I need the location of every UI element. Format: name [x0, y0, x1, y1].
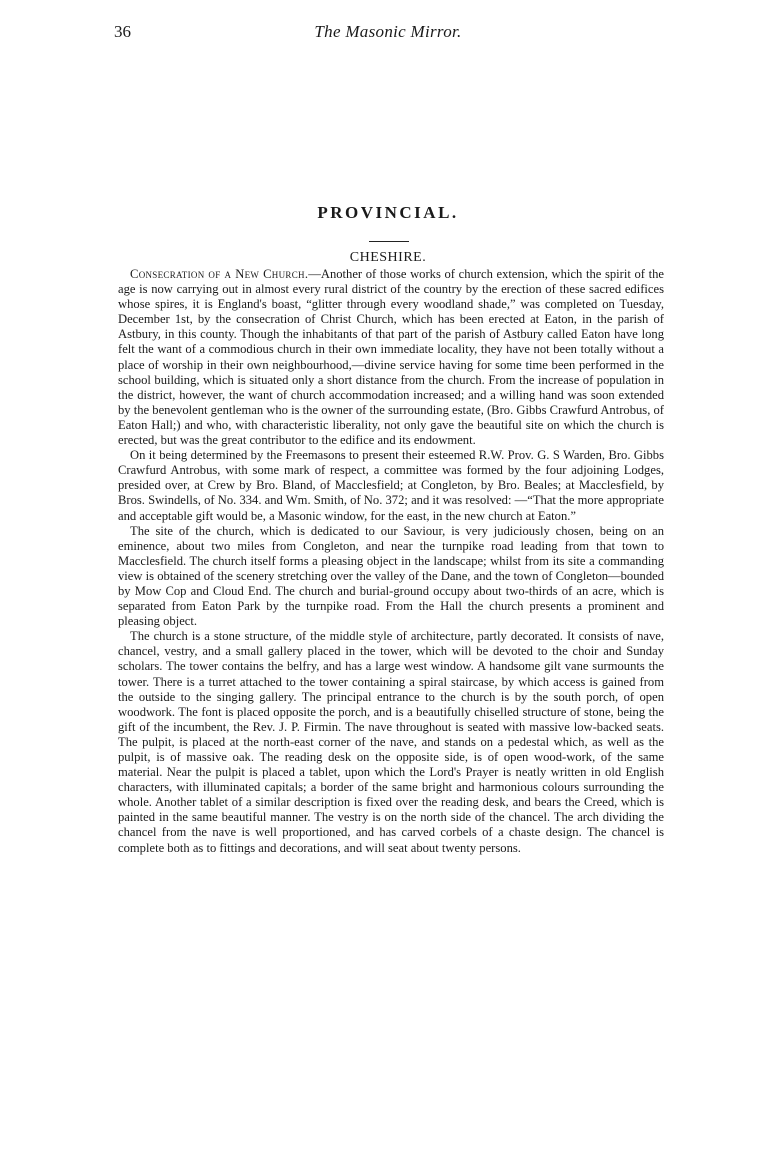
running-head — [112, 22, 664, 46]
journal-title: The Masonic Mirror. — [314, 22, 462, 41]
run-in-heading: Consecration of a New Church. — [130, 267, 309, 281]
title-rule-divider — [369, 241, 409, 242]
page-number: 36 — [114, 22, 131, 41]
article-body — [118, 267, 664, 856]
section-title: PROVINCIAL. — [317, 203, 459, 222]
article-paragraph: The site of the church, which is dedicated to our Saviour, is very judiciously chosen, being on an eminence, about two miles from Congleton, and near the turnpike road leading from that town to Macclesfield. The church itself forms a pleasing object in the landscape; whilst from its site a commanding view is obtained of the scenery stretching over the valley of the Dane, and the town of Congleton—bounded by Mow Cop and Cloud End. The church and burial-ground occupy about two-thirds of an acre, which is separated from Eaton Park by the turnpike road. From the Hall the church presents a prominent and pleasing object. — [118, 523, 664, 629]
article-paragraph — [118, 267, 664, 448]
county-subtitle: CHESHIRE. — [349, 250, 427, 265]
page — [112, 0, 664, 1159]
article-paragraph: The church is a stone structure, of the middle style of architecture, partly decorated. It consists of nave, chancel, vestry, and a small gallery placed in the tower, which will be devoted to the choir and Sunday scholars. The tower contains the belfry, and has a large west window. A handsome gilt vane surmounts the tower. There is a turret attached to the tower containing a spiral staircase, by which access is gained from the outside to the singing gallery. The principal entrance to the church is by the south porch, of open woodwork. The font is placed opposite the porch, and is a beautifully chiselled structure of stone, being the gift of the incumbent, the Rev. J. P. Firmin. The nave throughout is seated with massive low-backed seats. The pulpit, is placed at the north-east corner of the nave, and stands on a pedestal which, as well as the pulpit, is of massive oak. The reading desk on the opposite side, is of open wood-work, of the same material. Near the pulpit is placed a tablet, upon which the Lord's Prayer is neatly written in old English characters, with illuminated capitals; a border of the same bright and harmonious colours surrounding the whole. Another tablet of a similar description is fixed over the reading desk, and bears the Creed, which is painted in the same beautiful manner. The vestry is on the north side of the chancel. The arch dividing the chancel from the nave is well proportioned, and has carved corbels of a chaste design. The chancel is complete both as to fittings and decorations, and will seat about twenty persons. — [118, 629, 664, 855]
paragraph-text: —Another of those works of church extension, which the spirit of the age is now carrying out in almost every rural district of the country by the erection of these sacred edifices whose spires, it is England's boast, “glitter through every woodland shade,” was completed on Tuesday, December 1st, by the consecration of Christ Church, which has been erected at Eaton, in the parish of Astbury, in this county. Though the inhabitants of that part of the parish of Astbury called Eaton have long felt the want of a commodious church in their own immediate locality, they have not been totally without a place of worship in their own neighbourhood,—divine service having for some time been performed in the school building, which is situated only a short distance from the church. From the increase of population in the district, however, the want of church accommodation increased; and a willing hand was soon extended by the benevolent gentleman who is the owner of the surrounding estate, (Bro. Gibbs Crawfurd Antrobus, of Eaton Hall;) and who, with characteristic liberality, not only gave the beautiful site on which the church is erected, but was the great contributor to the edifice and its endowment. — [118, 267, 664, 448]
article-paragraph: On it being determined by the Freemasons to present their esteemed R.W. Prov. G. S Warden, Bro. Gibbs Crawfurd Antrobus, with some mark of respect, a committee was formed by the four adjoining Lodges, presided over, at Crew by Bro. Bland, of Macclesfield; at Congleton, by Bro. Beales; at Macclesfield, by Bros. Swindells, of No. 334. and Wm. Smith, of No. 372; and it was resolved: —“That the more appropriate and acceptable gift would be, a Masonic window, for the east, in the new church at Eaton.” — [118, 448, 664, 523]
